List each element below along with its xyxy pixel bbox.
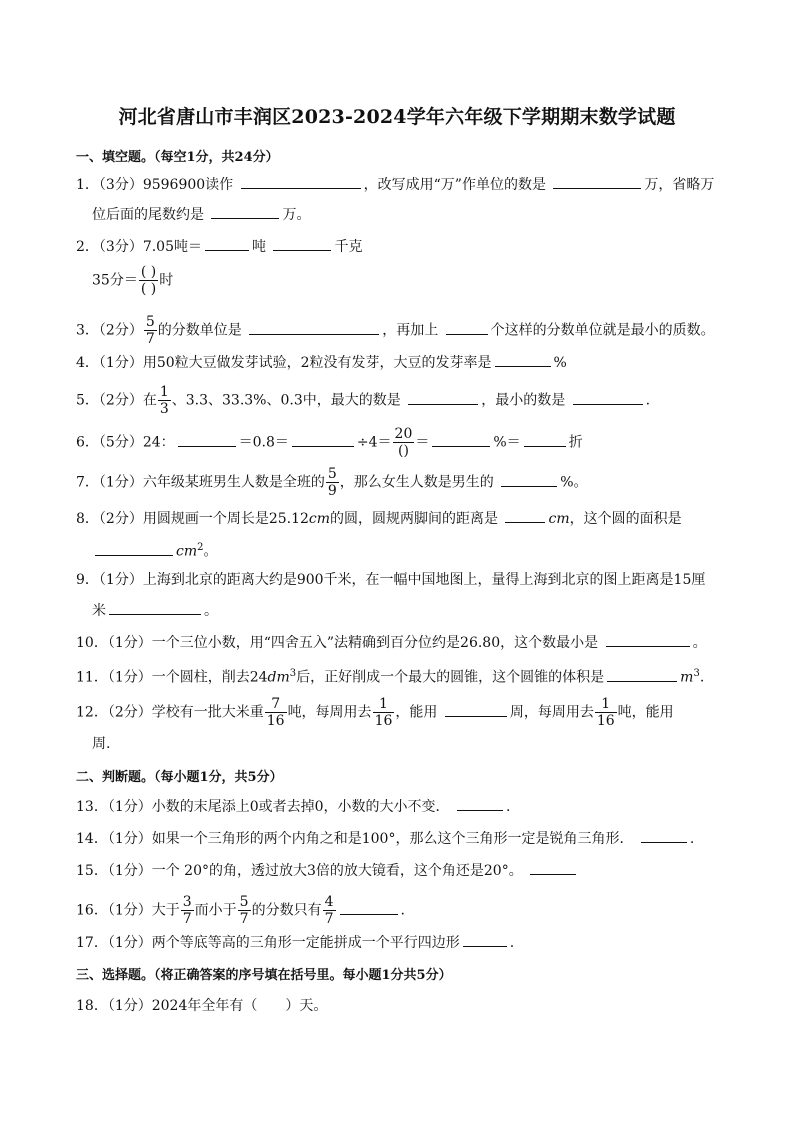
answer-blank[interactable] [273,236,331,251]
answer-blank[interactable] [178,432,236,447]
fraction: $\frac{1}{16}$ [374,696,393,729]
page-title: 河北省唐山市丰润区2023-2024学年六年级下学期期末数学试题 [118,106,676,128]
question-10: 10．（1分）一个三位小数，用“四舍五入”法精确到百分位约是26.80，这个数最小是 。 [76,632,707,653]
question-18: 18．（1分）2024年全年有（ ）天。 [76,998,328,1014]
section-heading-true-false: 二、判断题。（每小题1分，共5分） [76,770,283,785]
question-11: 11．（1分）一个圆柱，削去$24dm^3$后，正好削成一个最大的圆锥，这个圆锥的体积是 $m^3$. [76,668,705,686]
question-9: 9．（1分）上海到北京的距离大约是900千米，在一幅中国地图上，量得上海到北京的图上距离是15厘 [76,572,706,588]
question-4: 4．（1分）用50粒大豆做发芽试验，2粒没有发芽，大豆的发芽率是 % [76,352,567,373]
question-12: 12．（2分）学校有一批大米重 $\frac{7}{16}$ 吨，每周用去 $\frac{1}{16}$ ，能用 周，每周用去 $\frac{1}{16}$ 吨，能用 [76,696,674,729]
question-7: 7．（1分）六年级某班男生人数是全班的 $\frac{5}{9}$ ，那么女生人数是男生的 %。 [76,466,588,499]
answer-blank[interactable] [524,432,566,447]
answer-blank[interactable] [607,667,677,682]
question-1-continued: 位后面的尾数约是 万。 [92,204,310,225]
question-16: 16．（1分）大于 $\frac{3}{7}$ 而小于 $\frac{5}{7}$ 的分数只有 $\frac{4}{7}$ . [76,894,405,927]
answer-blank[interactable] [408,390,478,405]
answer-blank[interactable] [606,632,690,647]
section-heading-fill-in: 一、填空题。（每空1分，共24分） [76,150,279,165]
answer-blank[interactable] [95,541,173,556]
answer-blank[interactable] [641,828,687,843]
answer-blank[interactable] [292,432,354,447]
question-2-fraction-line: 35分＝ $\frac{( )}{( )}$ 时 [92,264,174,297]
answer-blank[interactable] [501,472,557,487]
question-2: 2．（3分）7.05吨＝ 吨 千克 [76,236,362,257]
answer-blank[interactable] [446,320,488,335]
answer-blank[interactable] [241,174,361,189]
question-14: 14．（1分）如果一个三角形的两个内角之和是100°，那么这个三角形一定是锐角三角形． . [76,828,694,849]
blank-fraction[interactable]: $\frac{20}{()}$ [394,426,413,459]
section-heading-multiple-choice: 三、选择题。（将正确答案的序号填在括号里。每小题1分共5分） [76,968,452,983]
fraction: $\frac{5}{7}$ [145,314,155,347]
question-9-continued: 米 。 [92,600,218,621]
answer-blank[interactable] [457,796,503,811]
answer-blank[interactable] [495,352,551,367]
answer-blank[interactable] [553,174,641,189]
blank-fraction[interactable]: $\frac{( )}{( )}$ [140,264,157,297]
fraction: $\frac{3}{7}$ [182,894,192,927]
fraction: $\frac{1}{16}$ [596,696,615,729]
answer-blank[interactable] [505,508,545,523]
fraction: $\frac{5}{9}$ [327,466,337,499]
answer-blank[interactable] [445,702,507,717]
answer-blank[interactable] [109,600,201,615]
fraction: $\frac{5}{7}$ [239,894,249,927]
answer-blank[interactable] [249,320,379,335]
fraction: $\frac{1}{3}$ [159,384,169,417]
question-8-continued: $cm^2$。 [92,538,218,562]
question-15: 15．（1分）一个 20°的角，透过放大3倍的放大镜看，这个角还是20°。 [76,860,579,881]
fraction: $\frac{4}{7}$ [324,894,334,927]
answer-blank[interactable] [530,860,576,875]
answer-blank[interactable] [211,204,279,219]
fraction: $\frac{7}{16}$ [266,696,285,729]
question-8: 8．（2分）用圆规画一个周长是25.12cm的圆，圆规两脚间的距离是 cm，这个圆的面积是 [76,508,682,529]
answer-blank[interactable] [463,932,507,947]
answer-blank[interactable] [573,390,643,405]
answer-blank[interactable] [340,900,398,915]
question-12-continued: 周. [92,736,111,752]
question-13: 13．（1分）小数的末尾添上0或者去掉0，小数的大小不变． . [76,796,510,817]
question-6: 6．（5分）24： ＝0.8＝ ÷4＝ $\frac{20}{()}$ ＝ %＝ 折 [76,426,583,459]
answer-blank[interactable] [205,236,249,251]
question-17: 17．（1分）两个等底等高的三角形一定能拼成一个平行四边形 . [76,932,514,953]
question-1: 1．（3分）9596900读作 ，改写成用“万”作单位的数是 万，省略万 [76,174,714,195]
question-5: 5．（2分）在 $\frac{1}{3}$ 、3.3、33.3%、0.3中，最大的数是 ，最小的数是 . [76,384,651,417]
answer-blank[interactable] [432,432,490,447]
question-3: 3．（2分） $\frac{5}{7}$ 的分数单位是 ，再加上 个这样的分数单位就是最小的质数。 [76,314,715,347]
